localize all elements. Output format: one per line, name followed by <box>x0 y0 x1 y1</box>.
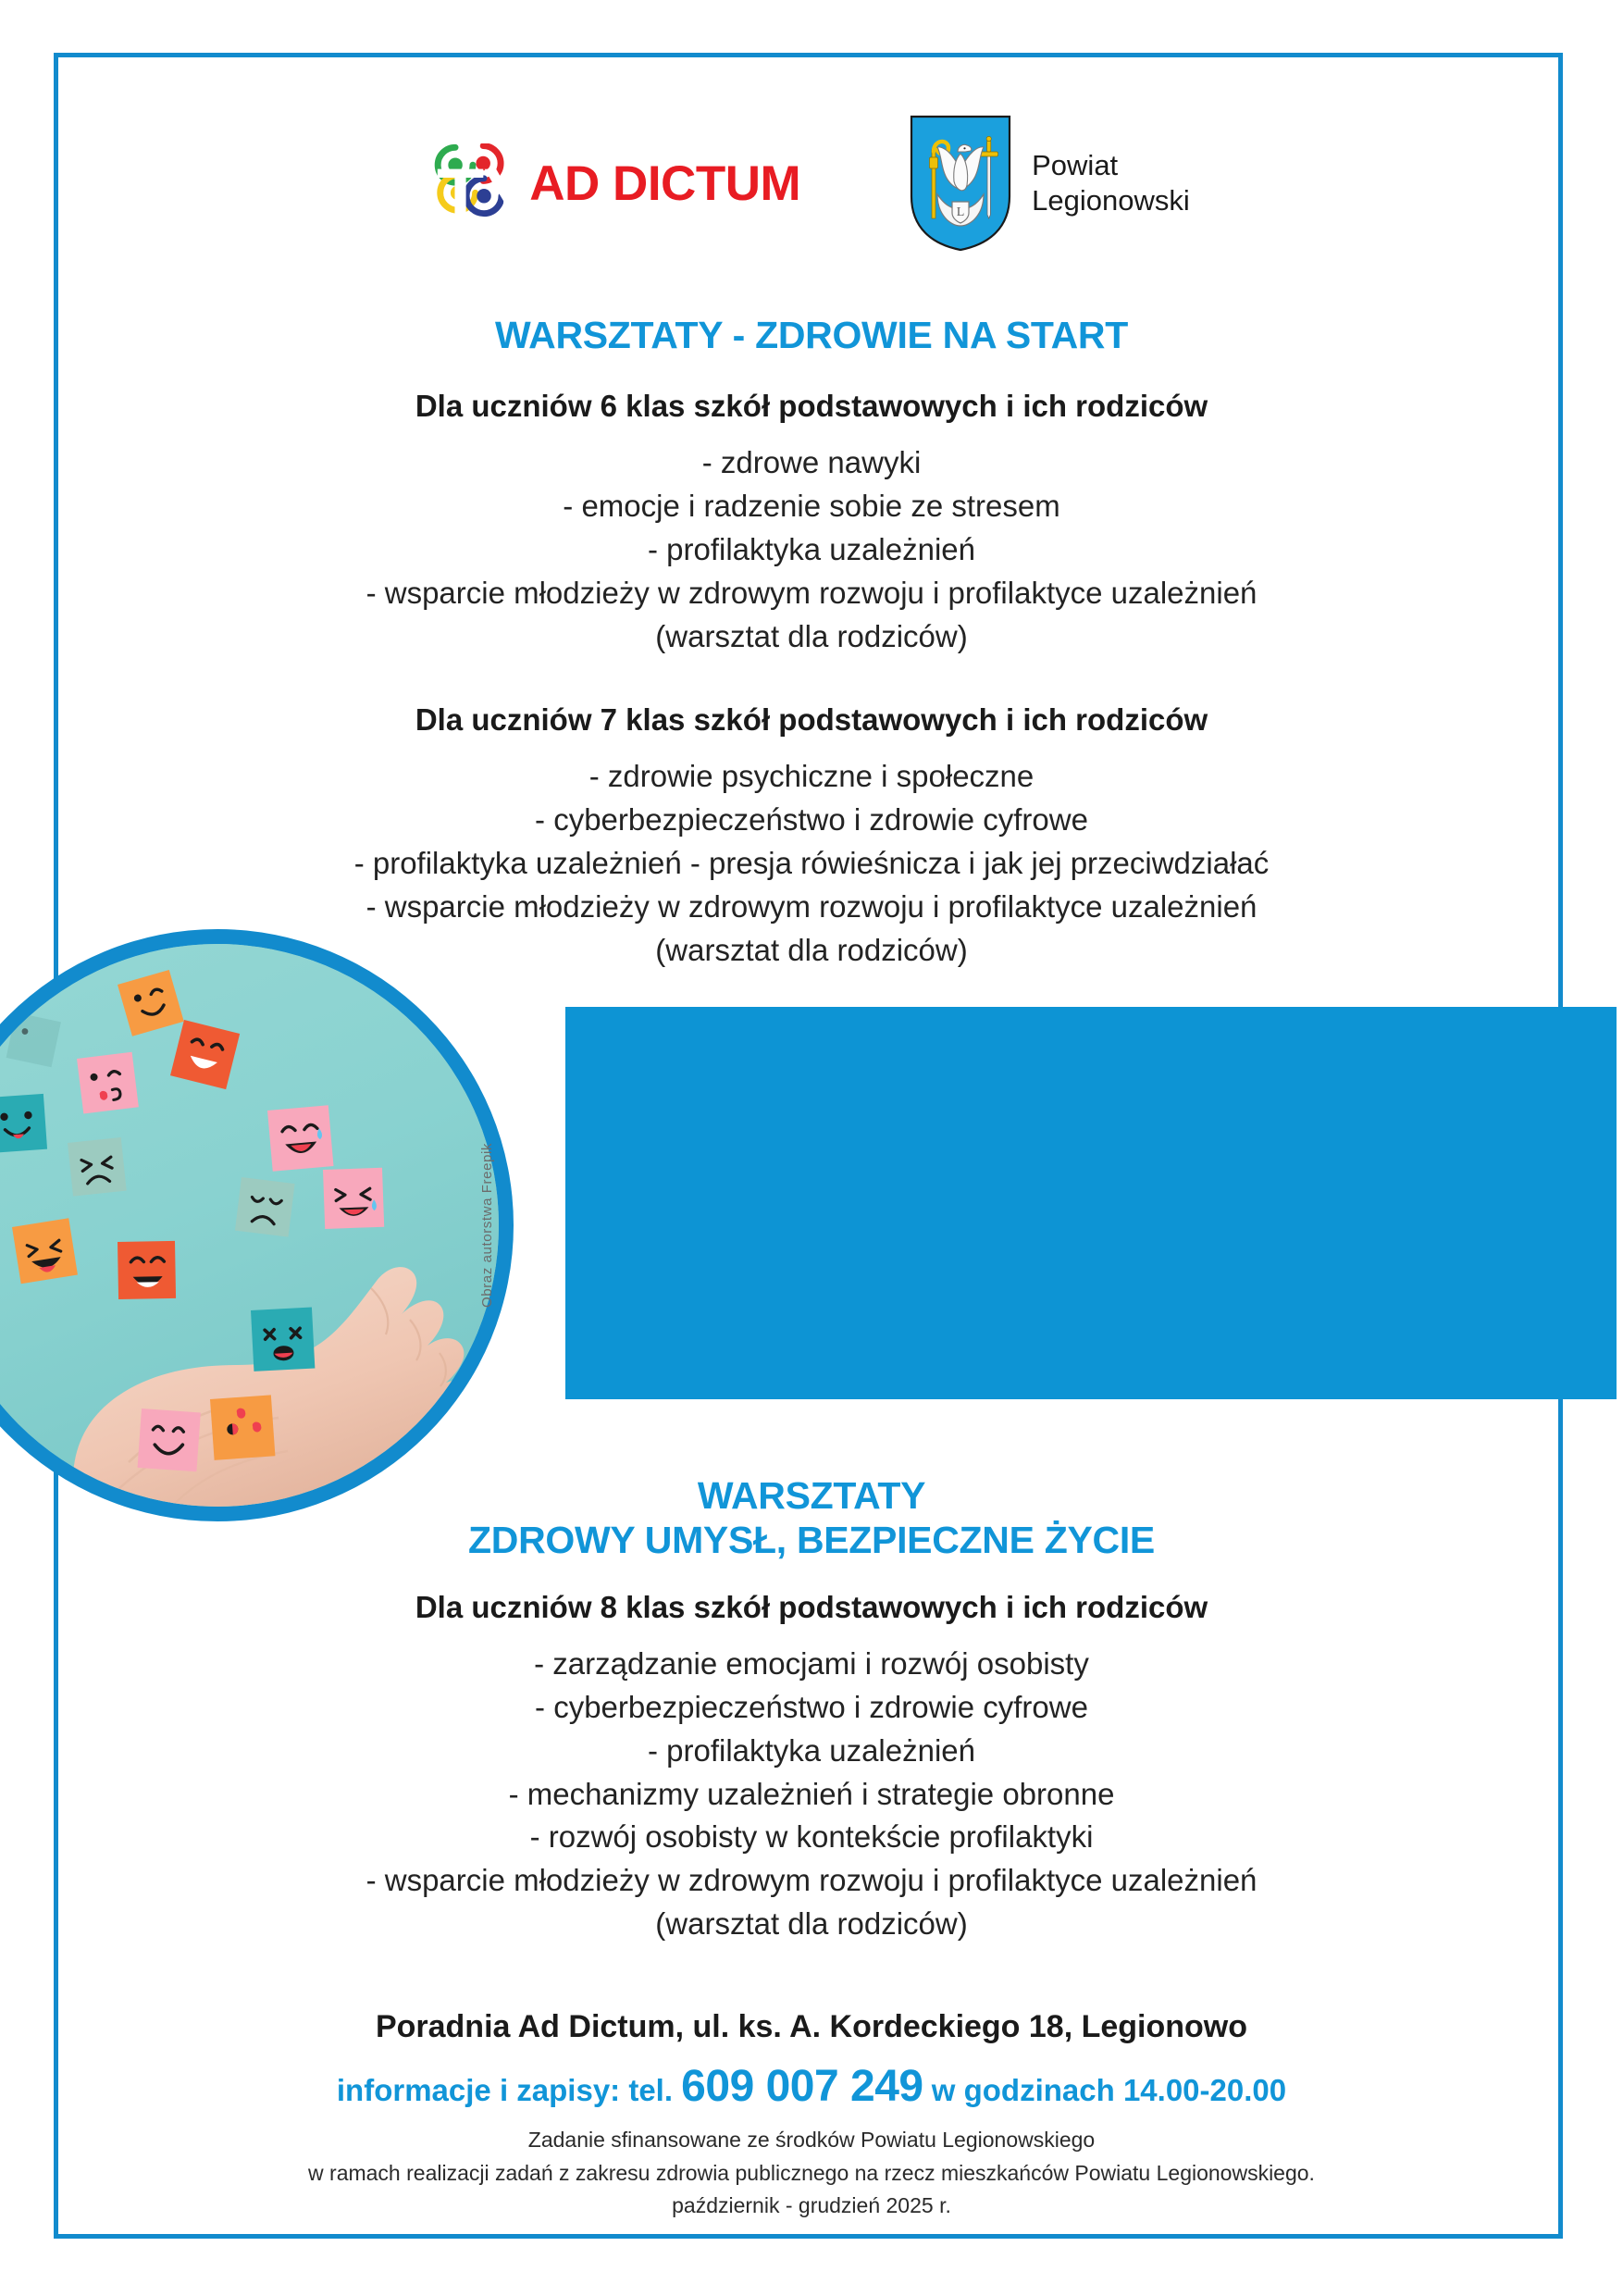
section-two-item: - wsparcie młodzieży w zdrowym rozwoju i profilaktyce uzależnień <box>365 888 1258 924</box>
section-three-item: - profilaktyka uzależnień <box>647 1732 975 1768</box>
ad-dictum-wordmark: AD DICTUM <box>529 155 801 211</box>
section-one-subtitle: Dla uczniów 6 klas szkół podstawowych i ich rodziców <box>415 389 1208 424</box>
section-two-item: (warsztat dla rodziców) <box>655 932 968 967</box>
banner-line-1: BEZPŁATNE <box>70 61 523 149</box>
svg-text:L: L <box>956 205 965 219</box>
section-two-subtitle: Dla uczniów 7 klas szkół podstawowych i ich rodziców <box>415 702 1208 737</box>
section-three-subtitle: Dla uczniów 8 klas szkół podstawowych i ich rodziców <box>415 1589 1208 1624</box>
banner-line-3: PROFILAKTYCZNE <box>70 243 766 331</box>
footer-line-1: Zadanie sfinansowane ze środków Powiatu Legionowskiego <box>527 2128 1096 2152</box>
contact-phone-number[interactable]: 609 007 249 <box>681 2062 923 2112</box>
footer-line-3: październik - grudzień 2025 r. <box>672 2193 951 2218</box>
photo-credit: Obraz autorstwa Freepik <box>479 1142 495 1309</box>
section-three-item: - mechanizmy uzależnień i strategie obronne <box>508 1776 1115 1811</box>
photo-inner-clip <box>0 944 499 1507</box>
contact-block <box>65 2009 1558 2112</box>
contact-address: Poradnia Ad Dictum, ul. ks. A. Kordeckiego 18, Legionowo <box>375 2009 1248 2044</box>
powiat-label <box>1032 148 1190 218</box>
section-two-item: - cyberbezpieczeństwo i zdrowie cyfrowe <box>535 802 1088 838</box>
section-three-item: - wsparcie młodzieży w zdrowym rozwoju i profilaktyce uzależnień <box>365 1863 1258 1898</box>
contact-phone-prefix: informacje i zapisy: tel. <box>336 2073 682 2108</box>
free-workshops-banner <box>565 1007 1617 1399</box>
powiat-label-line1: Powiat <box>1032 149 1119 182</box>
banner-line-2: WARSZTATY <box>70 152 535 240</box>
section-two-item: - zdrowie psychiczne i społeczne <box>588 759 1035 794</box>
section-three-item: - cyberbezpieczeństwo i zdrowie cyfrowe <box>535 1689 1088 1724</box>
funding-footer <box>65 2124 1558 2223</box>
section-three-item: - rozwój osobisty w kontekście profilaktyki <box>529 1819 1094 1855</box>
section-two-item: - profilaktyka uzależnień - presja rówieśnicza i jak jej przeciwdziałać <box>353 846 1270 881</box>
section-workshop-grade7 <box>65 703 1558 973</box>
section-three-item: (warsztat dla rodziców) <box>655 1906 968 1942</box>
section-workshop-grade8 <box>65 1473 1558 1946</box>
footer-line-2: w ramach realizacji zadań z zakresu zdrowia publicznego na rzecz mieszkańców Powiatu Legionowskiego. <box>308 2160 1315 2185</box>
section-one-item: - zdrowe nawyki <box>701 445 922 480</box>
section-one-item: - emocje i radzenie sobie ze stresem <box>563 489 1060 524</box>
contact-phone-hours: w godzinach 14.00-20.00 <box>923 2073 1287 2108</box>
section-three-title-line1: WARSZTATY <box>697 1474 926 1517</box>
section-one-item: - wsparcie młodzieży w zdrowym rozwoju i profilaktyce uzależnień <box>365 575 1258 610</box>
section-one-item: - profilaktyka uzależnień <box>647 532 975 567</box>
section-three-item: - zarządzanie emocjami i rozwój osobisty <box>534 1646 1089 1682</box>
powiat-label-line2: Legionowski <box>1032 184 1190 217</box>
contact-phone-row[interactable] <box>65 2062 1558 2112</box>
free-workshops-banner-text <box>0 0 1051 392</box>
section-one-title: WARSZTATY - ZDROWIE NA START <box>495 314 1128 356</box>
section-three-title-line2: ZDROWY UMYSŁ, BEZPIECZNE ŻYCIE <box>468 1519 1155 1562</box>
section-one-item: (warsztat dla rodziców) <box>655 618 968 653</box>
